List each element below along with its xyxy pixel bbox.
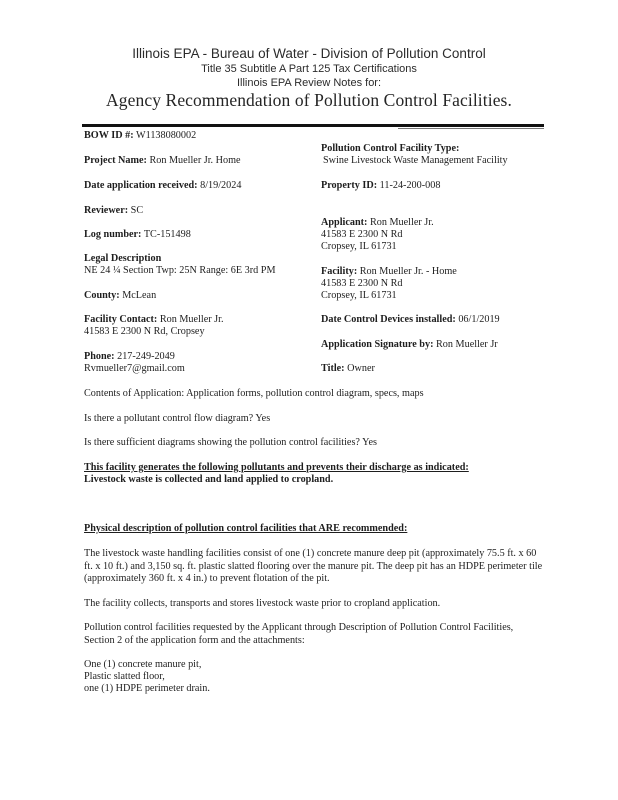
phone-value: 217-249-2049 (117, 351, 175, 362)
property-id-value: 11-24-200-008 (379, 180, 441, 191)
header-agency-line: Illinois EPA - Bureau of Water - Division of Pollution Control (132, 46, 486, 61)
header-review-notes-line: Illinois EPA Review Notes for: (236, 77, 382, 89)
list-item: one (1) HDPE perimeter drain. (84, 683, 210, 694)
reviewer-value: SC (130, 205, 144, 216)
date-received-field (84, 180, 241, 193)
contact-email: Rvmueller7@gmail.com (84, 363, 185, 374)
application-signature-label: Application Signature by: (321, 339, 434, 350)
facility-label: Facility: (321, 266, 358, 277)
facility-type-value: Swine Livestock Waste Management Facility (323, 155, 508, 166)
header-divider (82, 124, 544, 127)
bow-id-label: BOW ID #: (84, 130, 134, 141)
property-id-label: Property ID: (321, 180, 378, 191)
page-title: Agency Recommendation of Pollution Control Facilities. (106, 90, 512, 110)
reviewer-label: Reviewer: (84, 205, 129, 216)
legal-description-label: Legal Description (84, 253, 162, 264)
requested-facilities-text: Pollution control facilities requested by the Applicant through Description of Pollution Control Facilities, Section 2 of the application form and the attachments: (84, 622, 514, 646)
facility-collects-text: The facility collects, transports and stores livestock waste prior to cropland application. (84, 598, 441, 609)
phone-field (84, 351, 175, 364)
county-field (84, 290, 156, 303)
facility-contact-address: 41583 E 2300 N Rd, Cropsey (84, 326, 205, 337)
header-title-line: Title 35 Subtitle A Part 125 Tax Certifications (201, 63, 417, 75)
header-divider-thin (398, 128, 544, 129)
facility-address-line2: Cropsey, IL 61731 (321, 290, 397, 301)
phone-label: Phone: (84, 351, 115, 362)
control-devices-installed-value: 06/1/2019 (458, 314, 500, 325)
applicant-address-line1: 41583 E 2300 N Rd (321, 229, 403, 240)
facility-type-label: Pollution Control Facility Type: (321, 143, 460, 154)
applicant-label: Applicant: (321, 217, 368, 228)
project-name-label: Project Name: (84, 155, 147, 166)
facility-contact-label: Facility Contact: (84, 314, 158, 325)
list-item: One (1) concrete manure pit, (84, 659, 202, 670)
county-value: McLean (122, 290, 157, 301)
physical-description-text: The livestock waste handling facilities consist of one (1) concrete manure deep pit (approximately 75.5 ft. x 60 ft. x 10 ft.) and 3,150 sq. ft. plastic slatted flooring over the manure pit. The deep pit has an HDPE perimeter tile (approximately 360 ft. x 4 in.) to prevent flotation of the pit. (84, 548, 543, 584)
date-received-label: Date application received: (84, 180, 198, 191)
sufficient-diagrams-question: Is there sufficient diagrams showing the pollution control facilities? Yes (84, 437, 377, 448)
legal-description-value: NE 24 ¼ Section Twp: 25N Range: 6E 3rd PM (84, 265, 276, 276)
applicant-name: Ron Mueller Jr. (369, 217, 434, 228)
pollutants-heading: This facility generates the following pollutants and prevents their discharge as indicated: (84, 462, 469, 473)
facility-field (321, 266, 457, 279)
bow-id-field (84, 130, 196, 143)
applicant-field (321, 217, 434, 230)
signer-title-label: Title: (321, 363, 345, 374)
list-item: Plastic slatted floor, (84, 671, 165, 682)
property-id-field (321, 180, 440, 193)
log-number-value: TC-151498 (143, 229, 191, 240)
log-number-label: Log number: (84, 229, 142, 240)
facility-address-line1: 41583 E 2300 N Rd (321, 278, 403, 289)
facility-contact-field (84, 314, 224, 327)
application-signature-field (321, 339, 498, 352)
project-name-value: Ron Mueller Jr. Home (149, 155, 241, 166)
county-label: County: (84, 290, 120, 301)
date-received-value: 8/19/2024 (200, 180, 242, 191)
signer-title-value: Owner (347, 363, 375, 374)
bow-id-value: W1138080002 (136, 130, 197, 141)
log-number-field (84, 229, 191, 242)
facility-name: Ron Mueller Jr. - Home (359, 266, 457, 277)
control-devices-installed-field (321, 314, 500, 327)
application-contents: Contents of Application: Application forms, pollution control diagram, specs, maps (84, 388, 424, 399)
facility-contact-value: Ron Mueller Jr. (159, 314, 224, 325)
flow-diagram-question: Is there a pollutant control flow diagram? Yes (84, 413, 271, 424)
applicant-address-line2: Cropsey, IL 61731 (321, 241, 397, 252)
signer-title-field (321, 363, 375, 376)
reviewer-field (84, 205, 143, 218)
pollutants-description: Livestock waste is collected and land applied to cropland. (84, 474, 334, 485)
application-signature-value: Ron Mueller Jr (436, 339, 498, 350)
project-name-field (84, 155, 241, 168)
physical-description-heading: Physical description of pollution control facilities that ARE recommended: (84, 523, 408, 534)
control-devices-installed-label: Date Control Devices installed: (321, 314, 456, 325)
